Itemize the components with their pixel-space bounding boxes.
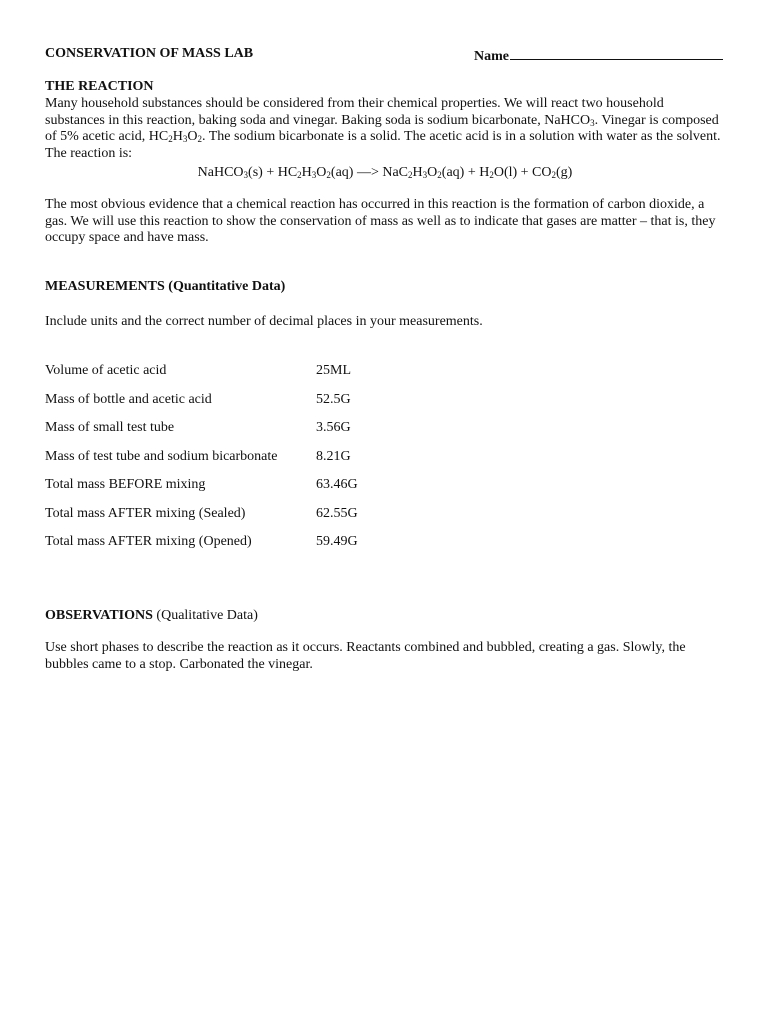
measurement-label: Mass of small test tube	[45, 420, 175, 435]
measurement-value: 8.21G	[316, 448, 351, 464]
measurement-row	[45, 392, 565, 421]
name-label: Name	[474, 49, 509, 64]
measurement-label: Total mass BEFORE mixing	[45, 477, 206, 492]
measurements-instructions: Include units and the correct number of decimal places in your measurements.	[45, 314, 483, 329]
measurements-table	[45, 363, 565, 563]
measurements-heading: MEASUREMENTS (Quantitative Data)	[45, 279, 286, 294]
measurement-label: Volume of acetic acid	[45, 363, 167, 378]
measurement-label: Total mass AFTER mixing (Opened)	[45, 534, 252, 549]
observations-heading-subtitle: (Qualitative Data)	[152, 608, 258, 623]
reaction-intro-paragraph: Many household substances should be considered from their chemical properties. We will react two household substances in this reaction, baking soda and vinegar. Baking soda is sodium bicarbonate, NaHCO$_3$. Vinegar is composed of 5% acetic acid, $HC_2H_3O_2$. The sodium bicarbonate is a solid. The acetic acid is in a solution with water as the solvent. The reaction is:	[45, 96, 721, 161]
measurement-row	[45, 363, 565, 392]
measurement-value: 62.55G	[316, 505, 358, 521]
header-row	[45, 46, 725, 64]
observations-heading	[45, 608, 258, 625]
measurement-row	[45, 449, 565, 478]
name-blank-line[interactable]	[510, 46, 723, 60]
observations-heading-bold: OBSERVATIONS	[45, 608, 153, 623]
measurement-row	[45, 534, 565, 563]
observations-paragraph: Use short phases to describe the reaction as it occurs. Reactants combined and bubbled, creating a gas. Slowly, the bubbles came to a stop. Carbonated the vinegar.	[45, 640, 686, 672]
measurement-value: 25ML	[316, 363, 351, 378]
measurement-value: 63.46G	[316, 477, 358, 492]
measurement-label: Mass of test tube and sodium bicarbonate	[45, 448, 278, 464]
evidence-paragraph: The most obvious evidence that a chemical reaction has occurred in this reaction is the formation of carbon dioxide, a gas. We will use this reaction to show the conservation of mass as well as to indicate that gases are matter – that is, they occupy space and have mass.	[45, 197, 716, 245]
measurement-row	[45, 420, 565, 449]
measurement-value: 59.49G	[316, 534, 358, 549]
measurement-label: Mass of bottle and acetic acid	[45, 391, 212, 407]
measurement-row	[45, 506, 565, 535]
measurement-value: 3.56G	[316, 420, 351, 435]
name-field[interactable]	[474, 46, 723, 66]
measurement-label: Total mass AFTER mixing (Sealed)	[45, 505, 246, 521]
document-title: CONSERVATION OF MASS LAB	[45, 46, 254, 61]
measurement-value: 52.5G	[316, 391, 351, 407]
reaction-heading: THE REACTION	[45, 79, 154, 94]
reaction-equation: NaHCO$_3$(s) + $HC_2H_3O_2(aq)$ —> $NaC_2H_3O_2(aq) + H_2O(l) + CO_2(g)$	[197, 165, 573, 180]
document-page	[45, 0, 725, 1024]
measurement-row	[45, 477, 565, 506]
